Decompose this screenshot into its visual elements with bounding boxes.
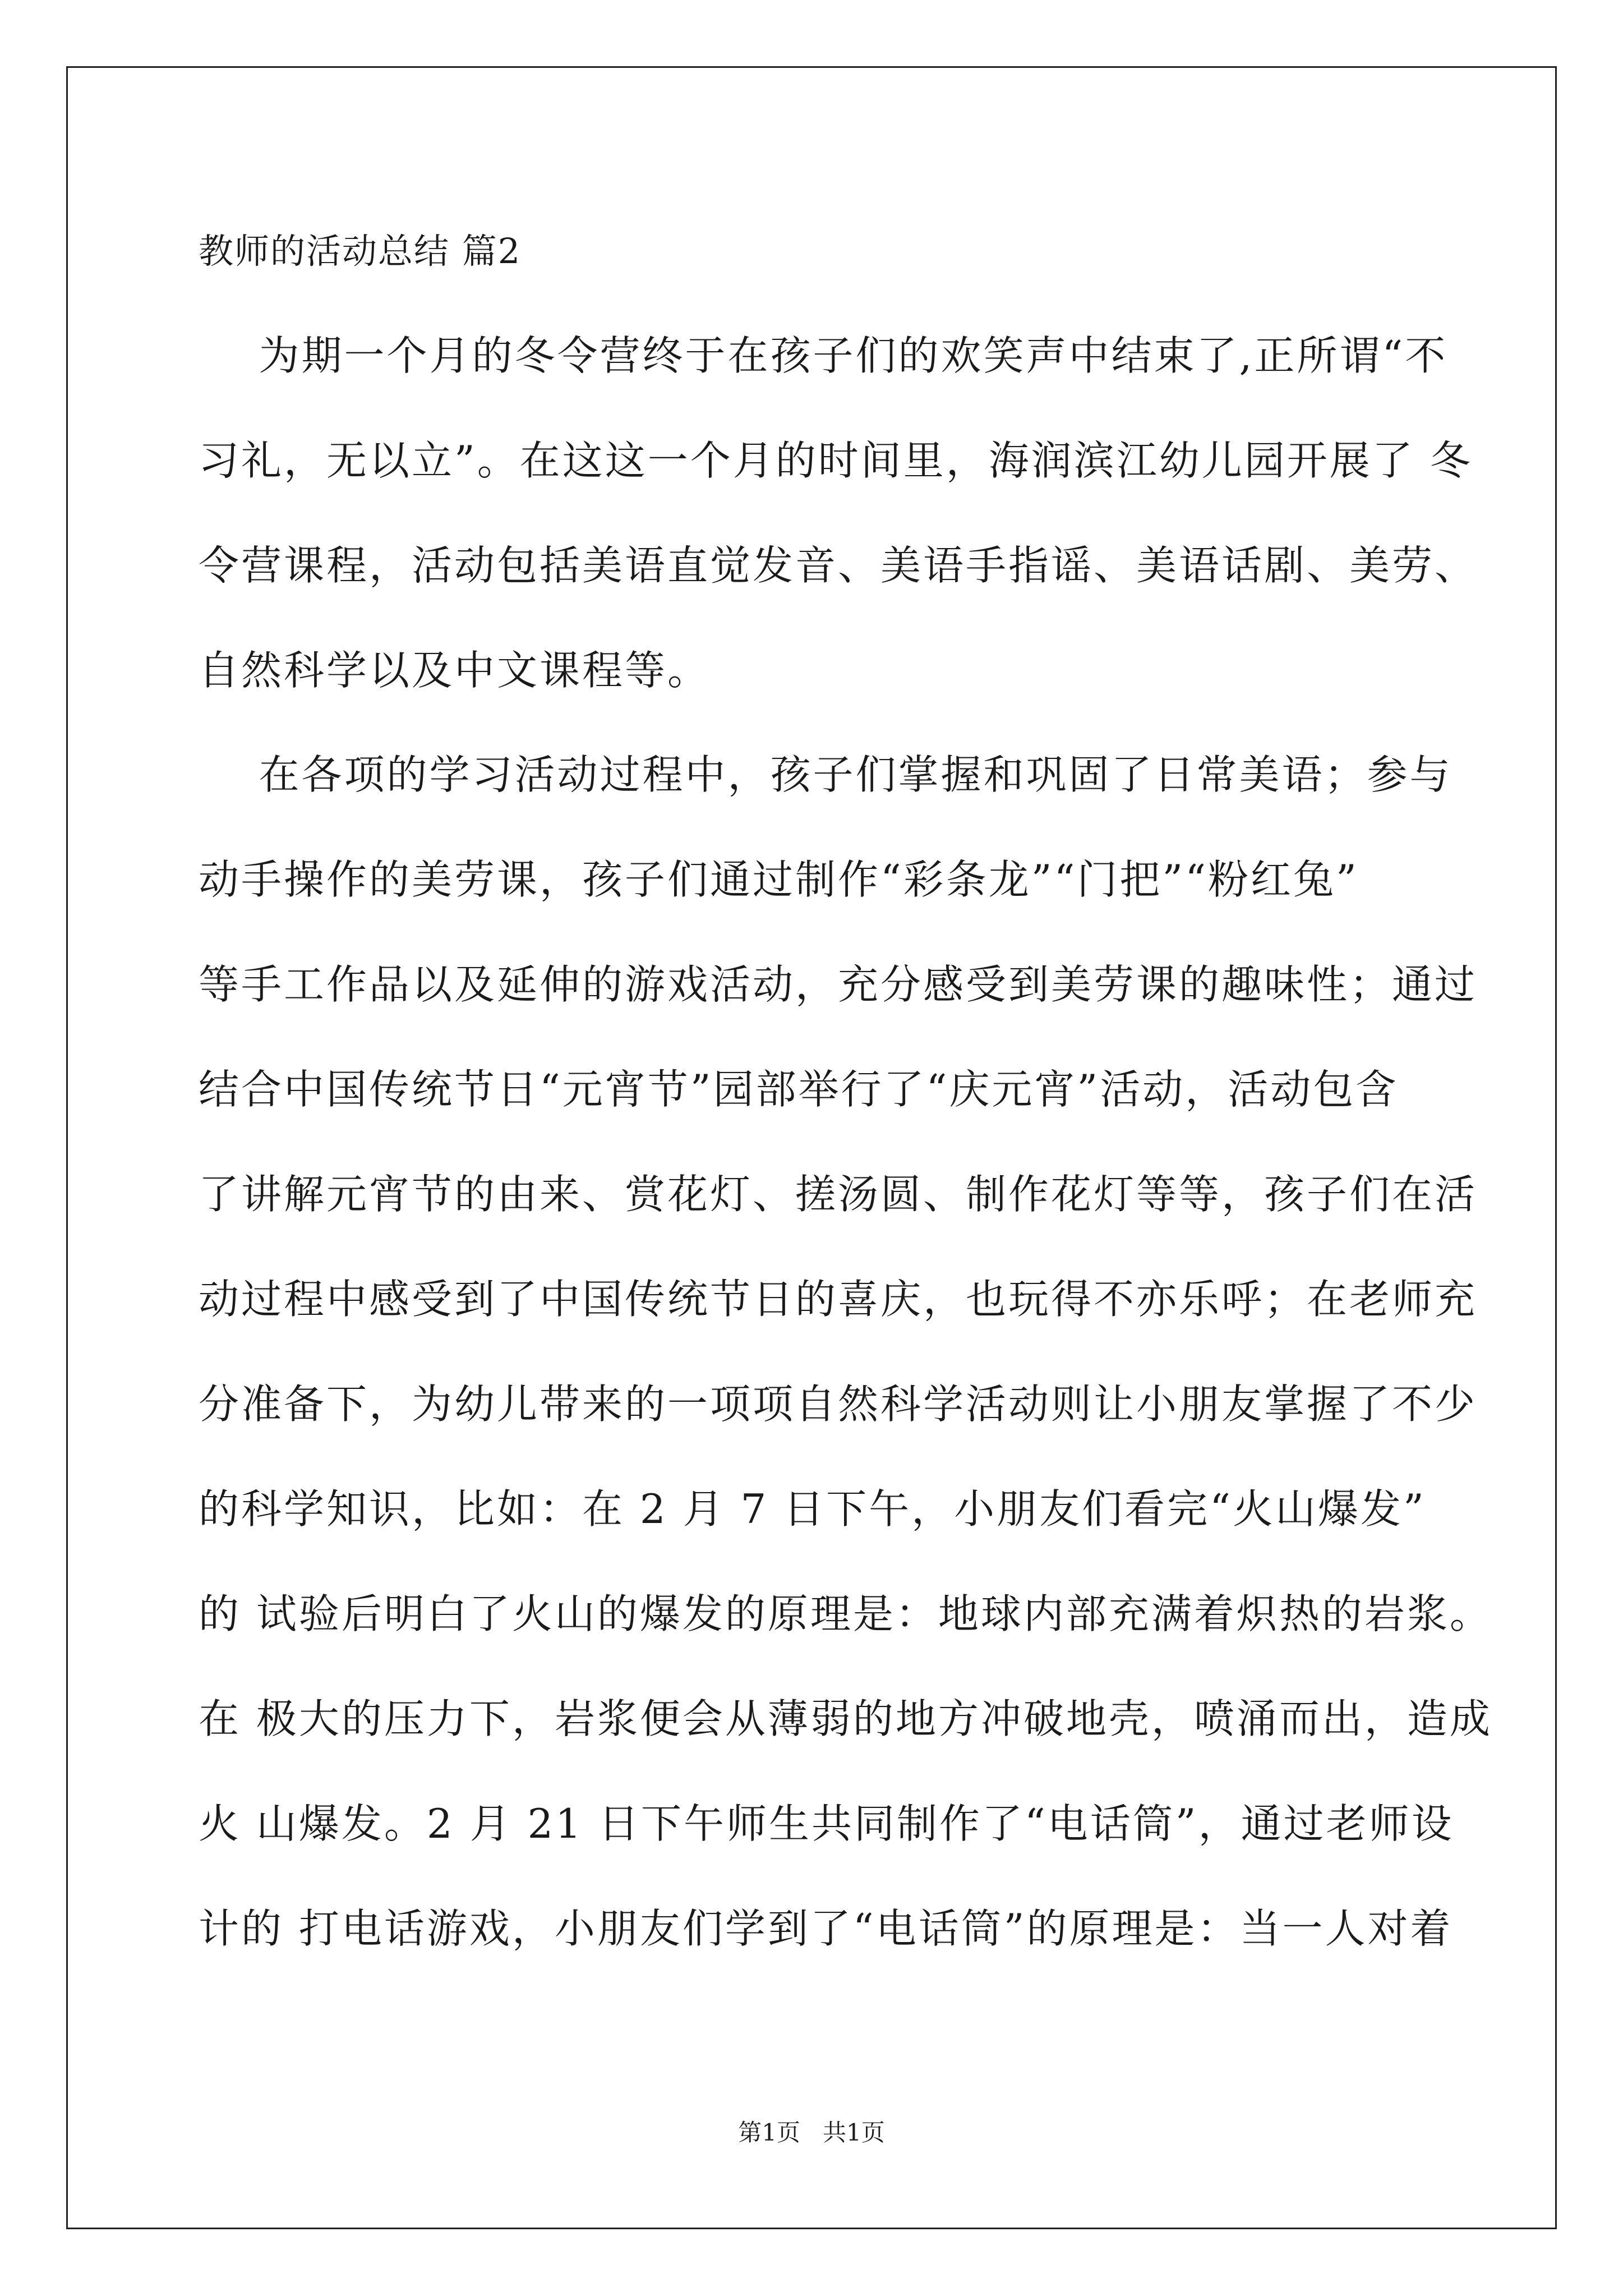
page-footer: 第1页 共1页 — [738, 2119, 885, 2146]
text-line: 等手工作品以及延伸的游戏活动，充分感受到美劳课的趣味性；通过 — [199, 961, 1478, 1008]
text-line: 了讲解元宵节的由来、赏花灯、搓汤圆、制作花灯等等，孩子们在活 — [199, 1171, 1478, 1218]
text-line: 在各项的学习活动过程中，孩子们掌握和巩固了日常美语；参与 — [199, 751, 1453, 798]
text-line: 令营课程，活动包括美语直觉发音、美语手指谣、美语话剧、美劳、 — [199, 542, 1478, 589]
text-line: 自然科学以及中文课程等。 — [199, 647, 711, 694]
text-line: 为期一个月的冬令营终于在孩子们的欢笑声中结束了,正所谓“不 — [199, 332, 1448, 379]
text-line: 的科学知识，比如：在 2 月 7 日下午，小朋友们看完“火山爆发” — [199, 1485, 1426, 1533]
text-line: 动过程中感受到了中国传统节日的喜庆，也玩得不亦乐呼；在老师充 — [199, 1276, 1478, 1323]
text-line: 在 极大的压力下，岩浆便会从薄弱的地方冲破地壳，喷涌而出，造成 — [199, 1695, 1492, 1742]
document-title: 教师的活动总结 篇2 — [199, 231, 522, 272]
paragraph-2 — [199, 747, 1492, 1957]
text-line: 计的 打电话游戏，小朋友们学到了“电话筒”的原理是：当一人对着 — [199, 1905, 1453, 1952]
paragraph-1 — [199, 328, 1478, 698]
text-line: 习礼，无以立”。在这这一个月的时间里，海润滨江幼儿园开展了 冬 — [199, 437, 1473, 484]
text-line: 的 试验后明白了火山的爆发的原理是：地球内部充满着炽热的岩浆。 — [199, 1590, 1492, 1637]
text-line: 结合中国传统节日“元宵节”园部举行了“庆元宵”活动，活动包含 — [199, 1066, 1399, 1113]
text-line: 动手操作的美劳课，孩子们通过制作“彩条龙”“门把”“粉红兔” — [199, 856, 1359, 903]
text-line: 分准备下，为幼儿带来的一项项自然科学活动则让小朋友掌握了不少 — [199, 1381, 1478, 1428]
text-line: 火 山爆发。2 月 21 日下午师生共同制作了“电话筒”，通过老师设 — [199, 1800, 1454, 1847]
document-body — [199, 223, 1492, 2005]
